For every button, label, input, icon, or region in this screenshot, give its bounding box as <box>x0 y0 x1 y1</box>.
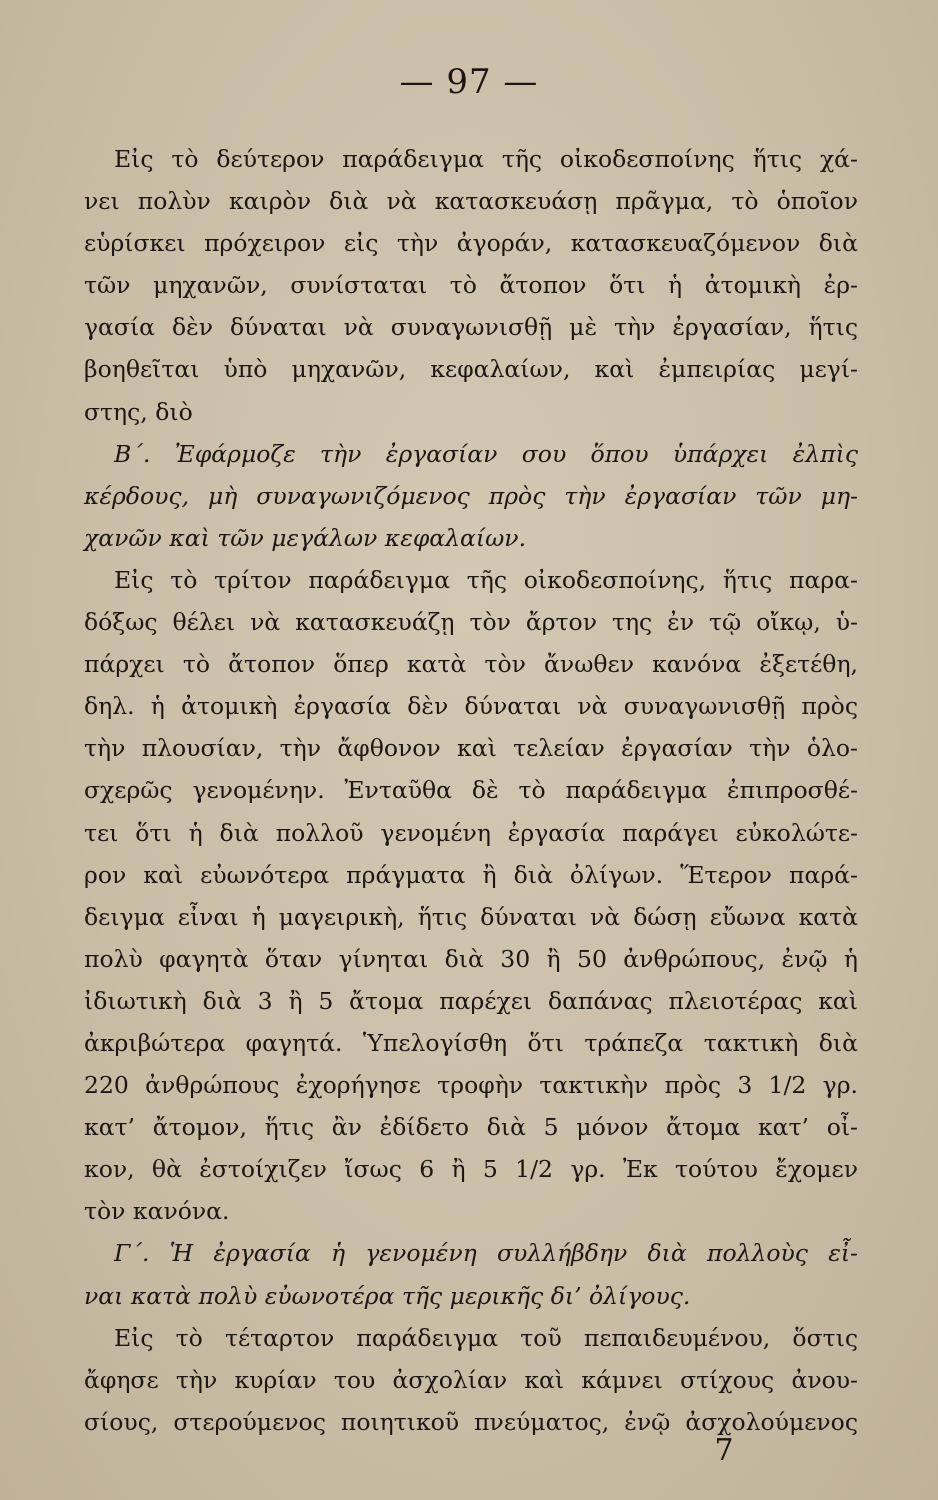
text-line: στης, διὸ <box>84 397 193 426</box>
text-line: ρον καὶ εὐωνότερα πράγματα ἢ διὰ ὀλίγων. Ἕτερον παρά- <box>84 860 858 889</box>
text-line: τῶν μηχανῶν, συνίσταται τὸ ἄτοπον ὅτι ἡ ἀτομικὴ ἐρ- <box>84 271 858 300</box>
text-line: δειγμα εἶναι ἡ μαγειρικὴ, ἥτις δύναται νὰ δώσῃ εὔωνα κατὰ <box>84 902 858 931</box>
text-line: δηλ. ἡ ἀτομικὴ ἐργασία δὲν δύναται νὰ συναγωνισθῇ πρὸς <box>84 692 858 721</box>
text-line: Εἰς τὸ τέταρτον παράδειγμα τοῦ πεπαιδευμένου, ὅστις <box>114 1323 858 1352</box>
text-line: ἀκριβώτερα φαγητά. Ὑπελογίσθη ὅτι τράπεζα τακτικὴ διὰ <box>84 1028 858 1057</box>
text-line: γασία δὲν δύναται νὰ συναγωνισθῇ μὲ τὴν ἐργασίαν, ἥτις <box>84 313 858 342</box>
text-line: ἄφησε τὴν κυρίαν του ἀσχολίαν καὶ κάμνει στίχους ἀνου- <box>84 1365 858 1394</box>
text-line: Εἰς τὸ δεύτερον παράδειγμα τῆς οἰκοδεσποίνης ἥτις χά- <box>114 145 858 173</box>
text-line: νει πολὺν καιρὸν διὰ νὰ κατασκευάσῃ πρᾶγμα, τὸ ὁποῖον <box>84 187 858 216</box>
text-line: Γ΄. Ἡ ἐργασία ἡ γενομένη συλλήβδην διὰ πολλοὺς εἶ- <box>114 1239 858 1268</box>
text-line: κον, θὰ ἐστοίχιζεν ἴσως 6 ἢ 5 1/2 γρ. Ἐκ τούτου ἔχομεν <box>84 1155 858 1184</box>
text-line: σίους, στερούμενος ποιητικοῦ πνεύματος, ἐνῷ ἀσχολούμενος <box>84 1407 858 1436</box>
text-line: πολὺ φαγητὰ ὅταν γίνηται διὰ 30 ἢ 50 ἀνθρώπους, ἐνῷ ἡ <box>84 944 858 973</box>
text-line: τὸν κανόνα. <box>84 1197 230 1226</box>
page-number: — 97 — <box>399 62 539 102</box>
text-line: κατ’ ἄτομον, ἥτις ἂν ἐδίδετο διὰ 5 μόνον ἄτομα κατ’ οἶ- <box>84 1113 858 1142</box>
text-line: εὑρίσκει πρόχειρον εἰς τὴν ἀγοράν, κατασκευαζόμενον διὰ <box>84 229 858 258</box>
text-line: Εἰς τὸ τρίτον παράδειγμα τῆς οἰκοδεσποίνης, ἥτις παρα- <box>114 565 858 594</box>
text-line: Β΄. Ἐφάρμοζε τὴν ἐργασίαν σου ὅπου ὑπάρχει ἐλπὶς <box>114 439 858 468</box>
text-line: πάρχει τὸ ἄτοπον ὅπερ κατὰ τὸν ἄνωθεν κανόνα ἐξετέθη, <box>84 650 858 679</box>
text-line: σχερῶς γενομένην. Ἐνταῦθα δὲ τὸ παράδειγμα ἐπιπροσθέ- <box>84 776 858 805</box>
text-line: 220 ἀνθρώπους ἐχορήγησε τροφὴν τακτικὴν πρὸς 3 1/2 γρ. <box>84 1071 858 1100</box>
text-line: βοηθεῖται ὑπὸ μηχανῶν, κεφαλαίων, καὶ ἐμπειρίας μεγί- <box>84 355 858 384</box>
text-line: χανῶν καὶ τῶν μεγάλων κεφαλαίων. <box>84 523 527 552</box>
text-line: δόξως θέλει νὰ κατασκευάζῃ τὸν ἄρτον της ἐν τῷ οἴκῳ, ὑ- <box>84 608 858 637</box>
text-line: τει ὅτι ἡ διὰ πολλοῦ γενομένη ἐργασία παράγει εὐκολώτε- <box>84 818 858 847</box>
signature-mark: 7 <box>714 1433 734 1468</box>
text-line: ἰδιωτικὴ διὰ 3 ἢ 5 ἄτομα παρέχει δαπάνας πλειοτέρας καὶ <box>84 986 858 1015</box>
text-line: τὴν πλουσίαν, τὴν ἄφθονον καὶ τελείαν ἐργασίαν τὴν ὁλο- <box>84 734 858 763</box>
text-line: κέρδους, μὴ συναγωνιζόμενος πρὸς τὴν ἐργασίαν τῶν μη- <box>84 481 858 510</box>
body-text <box>84 138 858 1443</box>
text-line: ναι κατὰ πολὺ εὐωνοτέρα τῆς μερικῆς δι’ ὀλίγους. <box>84 1281 691 1310</box>
